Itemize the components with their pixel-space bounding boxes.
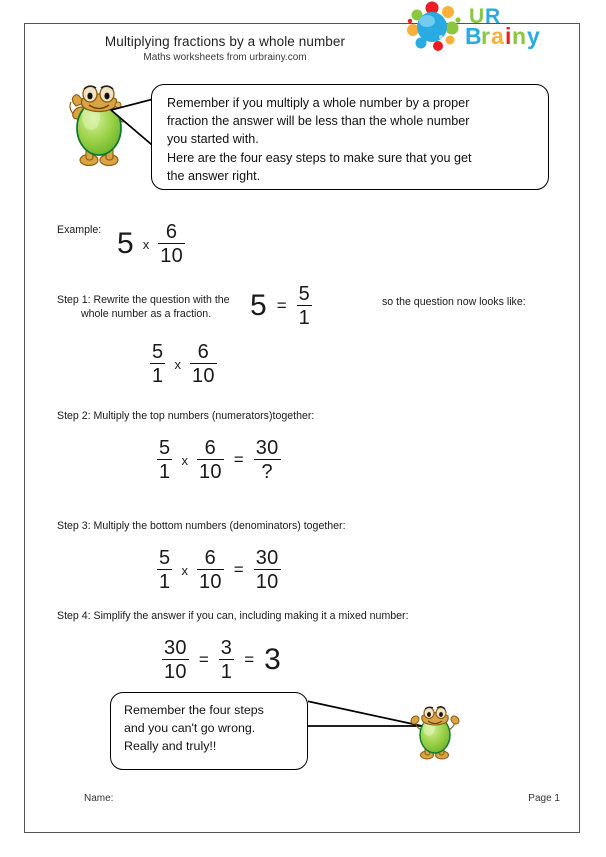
- step-3-label: Step 3: Multiply the bottom numbers (denominators) together:: [57, 520, 346, 532]
- fraction-denominator: 10: [191, 365, 215, 387]
- fraction-denominator: ?: [261, 461, 273, 483]
- fraction-denominator: 1: [298, 307, 311, 329]
- fraction-numerator: 5: [298, 283, 311, 305]
- instruction-bubble-text: [167, 94, 537, 185]
- example-expression: [117, 216, 185, 272]
- step-1-conversion: [250, 282, 312, 330]
- step-1-result-expression: [150, 340, 217, 388]
- equals-operator: =: [233, 450, 244, 469]
- svg-text:R: R: [485, 5, 501, 28]
- example-fraction: [158, 222, 185, 266]
- closing-line: Really and truly!!: [124, 739, 217, 753]
- step-2-label: Step 2: Multiply the top numbers (numerators)together:: [57, 410, 315, 422]
- fraction-numerator: 3: [220, 637, 233, 659]
- urbrainy-logo: [405, 1, 553, 53]
- step-2-expression: [157, 436, 517, 484]
- instruction-line: Remember if you multiply a whole number by a proper: [167, 96, 470, 110]
- fraction-denominator: 1: [159, 461, 171, 483]
- step-2: [57, 409, 517, 484]
- page-title: Multiplying fractions by a whole number: [104, 34, 346, 49]
- step-4-final-answer: 3: [264, 643, 281, 676]
- fraction-numerator: 6: [158, 222, 185, 244]
- step-1-label: [57, 293, 237, 321]
- svg-text:n: n: [512, 23, 527, 49]
- logo-wordmark: [465, 5, 540, 49]
- step-1-result-left-fraction: [150, 342, 165, 386]
- svg-text:r: r: [481, 23, 490, 49]
- example-label: Example:: [57, 224, 102, 236]
- fraction-numerator: 6: [197, 438, 224, 460]
- example-multiply-operator: x: [142, 236, 150, 252]
- page-subtitle: Maths worksheets from urbrainy.com: [143, 52, 307, 63]
- equals-operator-first: =: [198, 650, 209, 669]
- fraction-numerator: 6: [190, 342, 217, 364]
- bubble-tail-icon: [300, 696, 425, 746]
- fraction-numerator: 6: [197, 548, 224, 570]
- step-4-expression: [162, 636, 517, 684]
- fraction-denominator: 1: [152, 365, 164, 387]
- closing-line: Remember the four steps: [124, 703, 264, 717]
- equals-operator-second: =: [244, 650, 255, 669]
- svg-text:y: y: [527, 23, 540, 49]
- example-whole-number: 5: [117, 227, 134, 260]
- frog-bottom-graphic: [408, 700, 462, 762]
- step-2-left-fraction: [157, 438, 172, 482]
- svg-text:a: a: [491, 23, 504, 49]
- instruction-line: you started with.: [167, 132, 259, 147]
- fraction-numerator: 30: [255, 437, 279, 459]
- fraction-denominator: 1: [220, 661, 233, 683]
- step-1-whole-number: 5: [250, 289, 267, 322]
- instruction-line: Here are the four easy steps to make sure that you get: [167, 150, 472, 165]
- instruction-line: the answer right.: [167, 168, 261, 183]
- closing-line: and you can't go wrong.: [124, 721, 256, 735]
- svg-text:i: i: [505, 23, 512, 49]
- step-4: [57, 609, 517, 684]
- multiply-operator: x: [181, 452, 188, 468]
- fraction-denominator: 10: [198, 571, 222, 593]
- step-1-fraction: [297, 284, 312, 328]
- step-1-label-line2: whole number as a fraction.: [81, 308, 212, 320]
- step-3-right-fraction: [197, 548, 224, 592]
- page-number: Page 1: [528, 793, 560, 804]
- svg-text:U: U: [469, 5, 485, 28]
- step-4-label: Step 4: Simplify the answer if you can, including making it a mixed number:: [57, 610, 409, 622]
- equals-operator: =: [233, 560, 244, 579]
- logo-splash-icon: [407, 2, 461, 52]
- step-3-left-fraction: [157, 548, 172, 592]
- step-1-label-line1: Step 1: Rewrite the question with the: [57, 294, 230, 306]
- step-2-right-fraction: [197, 438, 224, 482]
- fraction-denominator: 10: [160, 245, 184, 267]
- fraction-numerator: 30: [164, 637, 187, 659]
- step-1-result-right-fraction: [190, 342, 217, 386]
- step-3: [57, 519, 517, 594]
- step-1: [57, 283, 557, 334]
- fraction-numerator: 30: [255, 547, 279, 569]
- instruction-bubble: [151, 84, 549, 190]
- fraction-numerator: 5: [159, 547, 171, 569]
- example-row: [57, 216, 357, 272]
- fraction-denominator: 10: [198, 461, 222, 483]
- fraction-denominator: 1: [159, 571, 171, 593]
- step-4-left-fraction: [162, 638, 189, 682]
- step-1-trailing-text: so the question now looks like:: [382, 296, 526, 308]
- fraction-numerator: 5: [159, 437, 171, 459]
- closing-bubble-text: [124, 701, 300, 755]
- multiply-operator: x: [174, 356, 181, 372]
- frog-mascot-cheering: [408, 700, 462, 762]
- fraction-denominator: 10: [164, 661, 187, 683]
- name-field-label: Name:: [84, 793, 114, 804]
- fraction-denominator: 10: [255, 571, 279, 593]
- step-3-result-fraction: [254, 548, 281, 592]
- closing-bubble: [110, 692, 308, 770]
- fraction-numerator: 5: [152, 341, 164, 363]
- step-1-equals: =: [276, 296, 287, 315]
- step-4-middle-fraction: [219, 638, 234, 682]
- svg-text:B: B: [465, 23, 482, 49]
- logo-graphic: [405, 1, 553, 53]
- step-3-expression: [157, 546, 517, 594]
- instruction-line: fraction the answer will be less than the whole number: [167, 114, 470, 129]
- multiply-operator: x: [181, 562, 188, 578]
- step-2-result-fraction: [254, 438, 281, 482]
